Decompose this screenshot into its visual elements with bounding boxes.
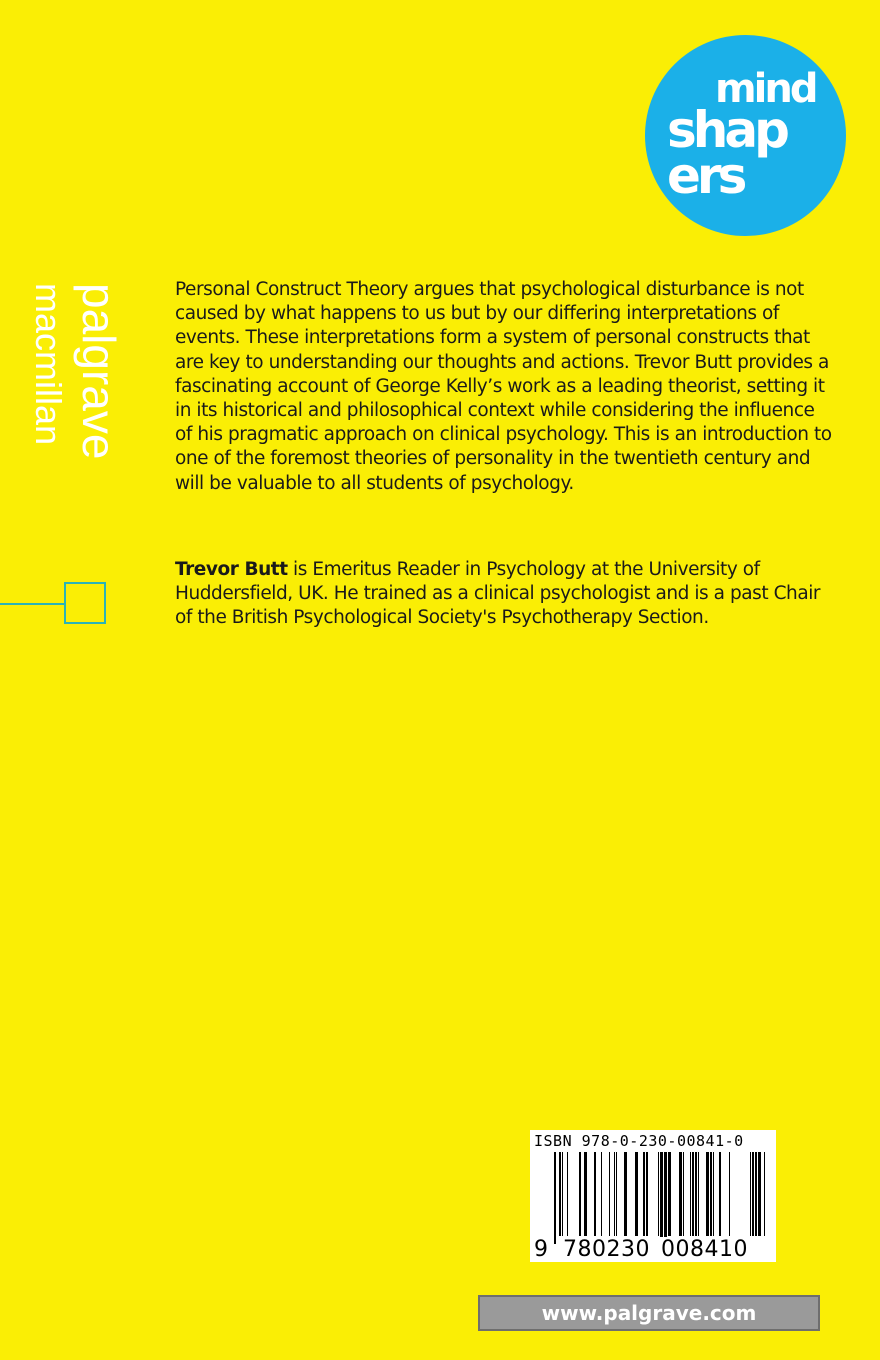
barcode-bar xyxy=(616,1152,617,1236)
website-bar xyxy=(478,1295,820,1331)
book-blurb: Personal Construct Theory argues that psychological disturbance is not caused by what happens to us but by our differing interpretations of events. These interpretations form a system of personal constructs that are key to understanding our thoughts and actions. Trevor Butt provides a fascinating account of George Kelly’s work as a leading theorist, setting it in its historical and philosophical context while considering the influence of his pragmatic approach on clinical psychology. This is an introduction to one of the foremost theories of personality in the twentieth century and will be valuable to all students of psychology. xyxy=(175,279,832,494)
mindshapers-logo xyxy=(645,35,846,236)
barcode-bar xyxy=(559,1152,561,1236)
barcode-digit-group-left: 780230 xyxy=(563,1237,650,1262)
barcode-bar xyxy=(579,1152,581,1236)
barcode-bar xyxy=(679,1152,682,1236)
logo-line-ers: ers xyxy=(667,147,744,205)
barcode-bar xyxy=(658,1152,659,1236)
author-bio-text: is Emeritus Reader in Psychology at the University of Huddersfield, UK. He trained as a clinical psychologist and is a past Chair of the British Psychological Society's Psychotherapy Section. xyxy=(175,559,821,629)
barcode-bar xyxy=(719,1152,721,1236)
barcode-bar xyxy=(584,1152,587,1236)
barcode-bar xyxy=(710,1152,712,1236)
barcode-bar xyxy=(706,1152,709,1236)
barcode-bar xyxy=(713,1152,714,1236)
publisher-word-palgrave: palgrave xyxy=(73,283,125,460)
barcode-bar xyxy=(567,1152,568,1236)
barcode-bar xyxy=(594,1152,596,1236)
barcode-bar xyxy=(690,1152,691,1236)
publisher-square-icon xyxy=(64,582,106,624)
barcode-bar xyxy=(764,1152,765,1236)
barcode-bar xyxy=(601,1152,602,1236)
barcode-bar xyxy=(635,1152,638,1236)
barcode-bar xyxy=(698,1152,699,1236)
publisher-word-macmillan: macmillan xyxy=(28,283,69,446)
barcode-bar xyxy=(752,1152,754,1236)
barcode-bar xyxy=(692,1152,694,1236)
barcode-bar xyxy=(562,1152,563,1236)
barcode-bar xyxy=(643,1152,645,1236)
barcode-bar xyxy=(624,1152,627,1236)
logo-line-shap: shap xyxy=(667,101,786,159)
website-url: www.palgrave.com xyxy=(541,1301,757,1325)
barcode-bar xyxy=(554,1152,556,1244)
author-bio xyxy=(175,558,835,631)
barcode-bar xyxy=(668,1152,671,1236)
isbn-barcode xyxy=(530,1130,776,1262)
barcode-bar xyxy=(758,1152,761,1236)
barcode-bar xyxy=(683,1152,684,1236)
barcode-bar xyxy=(609,1152,610,1236)
barcode-bar xyxy=(695,1152,697,1236)
barcode-bar xyxy=(755,1152,757,1236)
barcode-bar xyxy=(729,1152,730,1236)
publisher-imprint xyxy=(26,283,125,483)
barcode-first-digit: 9 xyxy=(534,1237,548,1262)
barcode-digit-group-right: 008410 xyxy=(661,1237,748,1262)
publisher-accent-line xyxy=(0,603,66,605)
barcode-bar xyxy=(660,1152,663,1244)
barcode-bar xyxy=(646,1152,648,1236)
logo-line-mind: mind xyxy=(715,66,816,112)
barcode-bar xyxy=(750,1152,751,1236)
isbn-label: ISBN 978-0-230-00841-0 xyxy=(534,1132,744,1150)
author-name: Trevor Butt xyxy=(175,559,288,580)
barcode-bar xyxy=(664,1152,667,1244)
barcode-bar xyxy=(614,1152,615,1236)
